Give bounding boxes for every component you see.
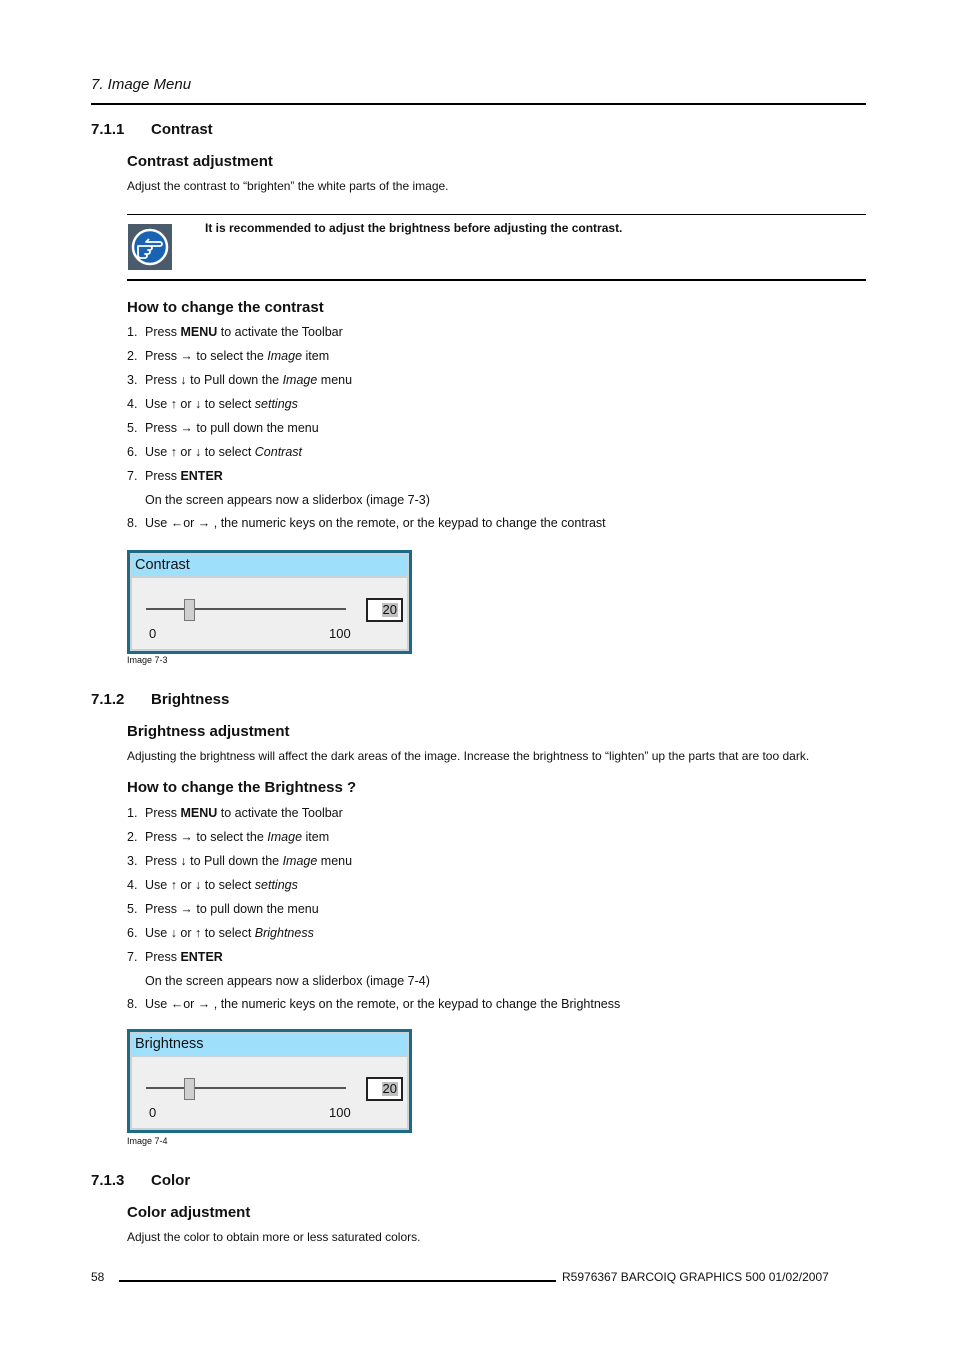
sliderbox-title: Brightness — [132, 1034, 407, 1055]
step-number: 1. — [127, 325, 138, 339]
list-item — [127, 805, 620, 829]
step-text: Press → to select the — [145, 830, 268, 844]
step-text: Use ↑ or ↓ to select — [145, 878, 255, 892]
step-italic: settings — [254, 878, 298, 892]
brightness-adjustment-title: Brightness adjustment — [127, 723, 290, 740]
step-text: item — [302, 349, 330, 363]
step-number: 8. — [127, 516, 138, 530]
section-number: 7.1.2 — [91, 691, 125, 708]
list-item — [127, 996, 620, 1020]
contrast-steps-list — [127, 324, 606, 539]
step-text: Press → to pull down the menu — [145, 421, 319, 435]
step-text: item — [302, 830, 330, 844]
step-bold: MENU — [180, 325, 218, 339]
step-text: Use ←or → , the numeric keys on the remote, or the keypad to change the Brightness — [145, 997, 621, 1011]
step-italic: Image — [267, 349, 303, 363]
step-number: 8. — [127, 997, 138, 1011]
color-adjustment-title: Color adjustment — [127, 1204, 251, 1221]
brightness-sliderbox — [127, 1029, 412, 1133]
contrast-sliderbox — [127, 550, 412, 654]
step-number: 2. — [127, 349, 138, 363]
list-item — [127, 348, 606, 372]
slider-value-box[interactable] — [366, 598, 403, 622]
chapter-header: 7. Image Menu — [91, 76, 192, 93]
slider-value: 20 — [382, 1081, 397, 1096]
step-italic: Image — [267, 830, 303, 844]
step-text: Press — [145, 469, 181, 483]
slider-min-label: 0 — [149, 1105, 157, 1120]
contrast-adjustment-title: Contrast adjustment — [127, 153, 273, 170]
step-italic: Contrast — [254, 445, 303, 459]
slider-thumb[interactable] — [184, 599, 195, 621]
step-text: Press → to pull down the menu — [145, 902, 319, 916]
list-item — [127, 468, 606, 492]
step-number: 3. — [127, 854, 138, 868]
step-italic: Brightness — [254, 926, 314, 940]
step-bold: ENTER — [180, 950, 223, 964]
brightness-howto-title: How to change the Brightness ? — [127, 779, 357, 796]
step-italic: Image — [282, 854, 318, 868]
list-item — [127, 877, 620, 901]
list-item — [127, 396, 606, 420]
step-text: menu — [317, 373, 353, 387]
slider-min-label: 0 — [149, 626, 157, 641]
step-italic: Image — [282, 373, 318, 387]
step-number: 1. — [127, 806, 138, 820]
step-text: menu — [317, 854, 353, 868]
step-text: Use ↓ or ↑ to select — [145, 926, 255, 940]
step-number: 7. — [127, 950, 138, 964]
brightness-adjustment-text: Adjusting the brightness will affect the dark areas of the image. Increase the brightness to “lighten” up the parts that are too dark. — [127, 749, 810, 763]
step-number: 4. — [127, 878, 138, 892]
section-number: 7.1.1 — [91, 121, 125, 138]
note-rule-bottom — [127, 279, 866, 281]
section-number: 7.1.3 — [91, 1172, 125, 1189]
step-text: Use ↑ or ↓ to select — [145, 445, 255, 459]
step-bold: MENU — [180, 806, 218, 820]
brightness-steps-list — [127, 805, 620, 1020]
section-title: Color — [151, 1172, 191, 1189]
slider-track[interactable] — [146, 1087, 346, 1089]
slider-value-box[interactable] — [366, 1077, 403, 1101]
step-continuation: On the screen appears now a sliderbox (image 7-4) — [145, 974, 430, 988]
slider-value: 20 — [382, 602, 397, 617]
page-number: 58 — [91, 1270, 105, 1284]
step-number: 2. — [127, 830, 138, 844]
header-rule — [91, 103, 866, 105]
step-number: 6. — [127, 926, 138, 940]
list-item — [127, 444, 606, 468]
step-number: 5. — [127, 421, 138, 435]
step-number: 7. — [127, 469, 138, 483]
list-item — [127, 372, 606, 396]
step-text: Use ↑ or ↓ to select — [145, 397, 255, 411]
footer-rule — [119, 1280, 556, 1282]
footer-doc-info: R5976367 BARCOIQ GRAPHICS 500 01/02/2007 — [562, 1270, 829, 1284]
list-item — [127, 901, 620, 925]
section-title: Contrast — [151, 121, 213, 138]
step-continuation: On the screen appears now a sliderbox (image 7-3) — [145, 493, 430, 507]
note-text: It is recommended to adjust the brightness before adjusting the contrast. — [205, 221, 623, 235]
list-item — [127, 853, 620, 877]
step-text: Press ↓ to Pull down the — [145, 854, 283, 868]
slider-thumb[interactable] — [184, 1078, 195, 1100]
sliderbox-title: Contrast — [132, 555, 407, 576]
step-text: Press — [145, 325, 181, 339]
section-heading-color — [91, 1172, 190, 1189]
section-heading-contrast — [91, 121, 213, 138]
step-bold: ENTER — [180, 469, 223, 483]
slider-track[interactable] — [146, 608, 346, 610]
step-number: 3. — [127, 373, 138, 387]
step-text: Use ←or → , the numeric keys on the remote, or the keypad to change the contrast — [145, 516, 606, 530]
step-text: to activate the Toolbar — [217, 806, 343, 820]
contrast-adjustment-text: Adjust the contrast to “brighten” the white parts of the image. — [127, 179, 449, 193]
contrast-howto-title: How to change the contrast — [127, 299, 324, 316]
pointing-hand-icon — [128, 224, 172, 270]
step-text: Press — [145, 806, 181, 820]
step-italic: settings — [254, 397, 298, 411]
step-text: Press — [145, 950, 181, 964]
list-item — [127, 515, 606, 539]
section-title: Brightness — [151, 691, 230, 708]
note-rule-top — [127, 214, 866, 215]
list-item — [127, 925, 620, 949]
step-text: to activate the Toolbar — [217, 325, 343, 339]
slider-max-label: 100 — [329, 626, 351, 641]
step-number: 6. — [127, 445, 138, 459]
step-text: Press → to select the — [145, 349, 268, 363]
image-caption: Image 7-3 — [127, 655, 168, 665]
list-item — [127, 949, 620, 973]
section-heading-brightness — [91, 691, 229, 708]
step-number: 5. — [127, 902, 138, 916]
list-item — [127, 324, 606, 348]
slider-max-label: 100 — [329, 1105, 351, 1120]
step-number: 4. — [127, 397, 138, 411]
list-item — [127, 829, 620, 853]
list-item — [127, 420, 606, 444]
step-text: Press ↓ to Pull down the — [145, 373, 283, 387]
image-caption: Image 7-4 — [127, 1136, 168, 1146]
color-adjustment-text: Adjust the color to obtain more or less saturated colors. — [127, 1230, 421, 1244]
